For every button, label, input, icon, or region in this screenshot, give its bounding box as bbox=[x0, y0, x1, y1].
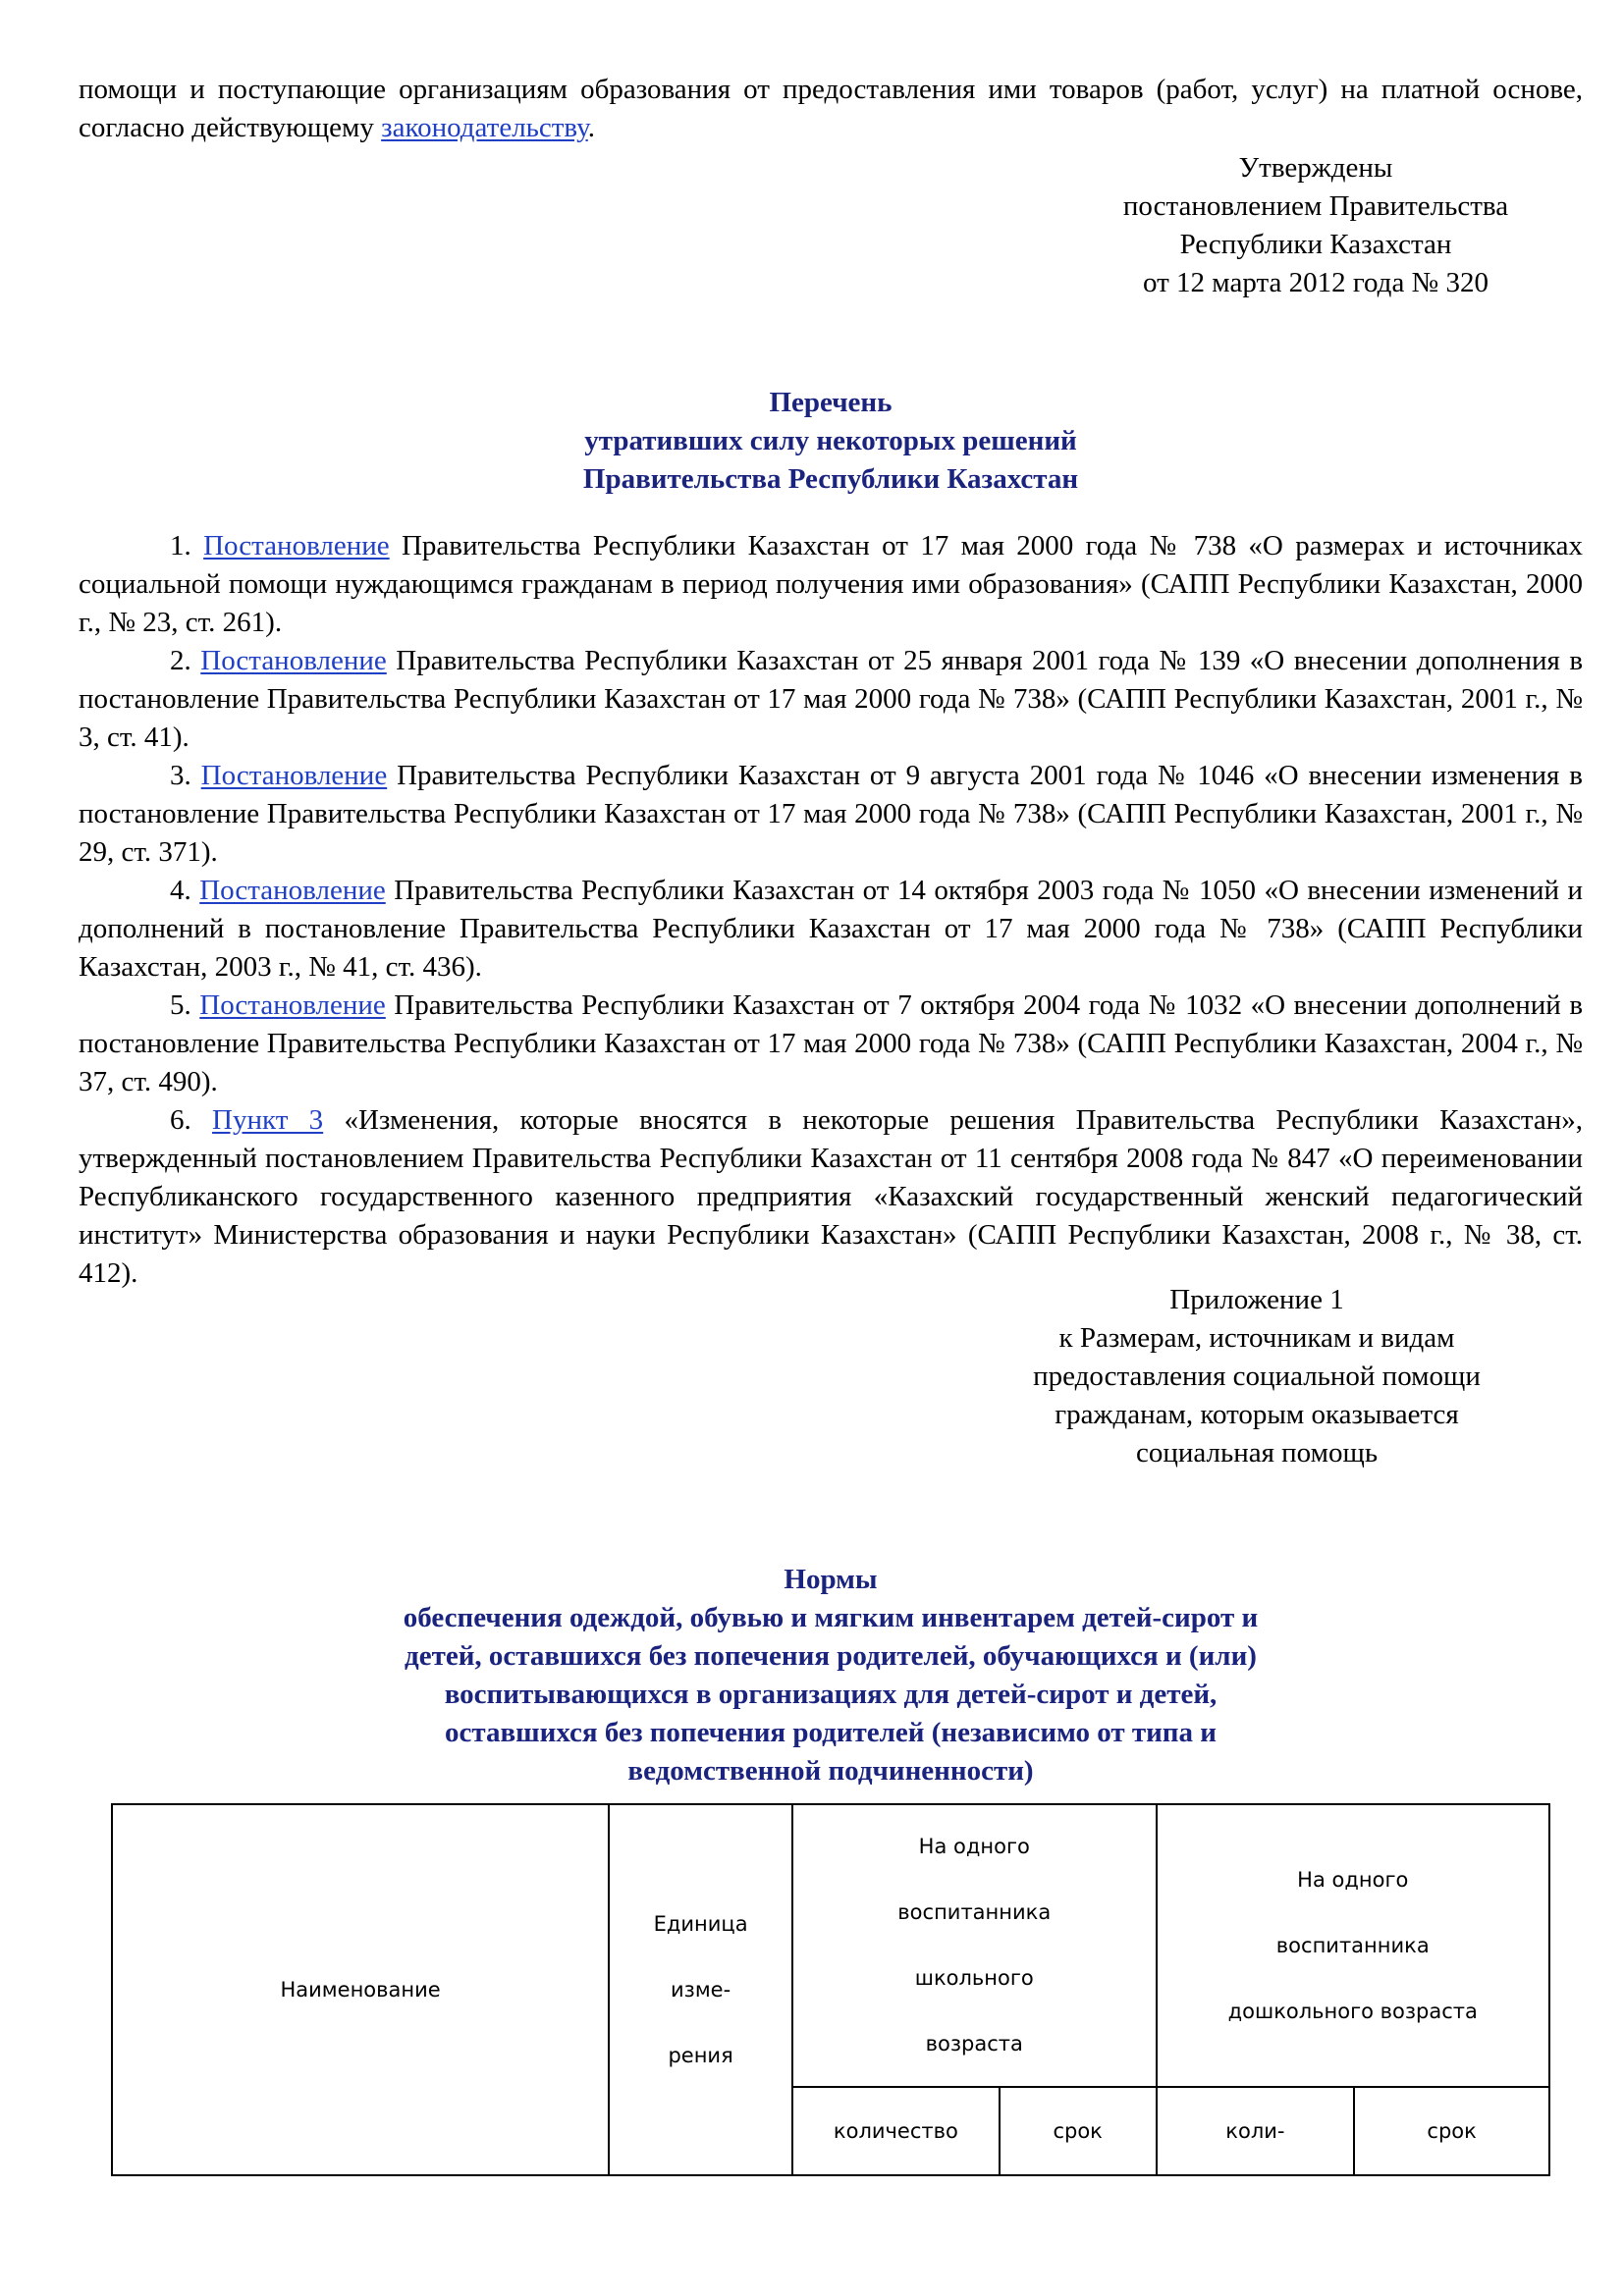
norms-title-line: обеспечения одеждой, обувью и мягким инвентарем детей-сирот и bbox=[403, 1602, 1259, 1633]
intro-text: помощи и поступающие организациям образования от предоставления ими товаров (работ, услуг) на платной основе, согласно действующему bbox=[79, 74, 1583, 143]
item-number: 2. bbox=[170, 645, 191, 676]
list-item bbox=[79, 872, 1583, 987]
item-link[interactable]: Постановление bbox=[199, 875, 386, 906]
header-school-line: На одного bbox=[918, 1835, 1030, 1858]
appendix-line: к Размерам, источникам и видам bbox=[1058, 1322, 1455, 1354]
norms-title-line: воспитывающихся в организациях для детей-сирот и детей, bbox=[444, 1679, 1218, 1710]
norms-table bbox=[111, 1803, 1550, 2176]
header-preschool-quantity: коли- bbox=[1157, 2087, 1355, 2175]
header-unit-line: изме- bbox=[671, 1977, 731, 2002]
list-title bbox=[79, 384, 1583, 499]
appendix-line: предоставления социальной помощи bbox=[1033, 1361, 1481, 1392]
appendix-block bbox=[962, 1281, 1551, 1472]
header-unit-line: рения bbox=[668, 2043, 733, 2067]
header-school-line: воспитанника bbox=[897, 1900, 1052, 1924]
item-text: Правительства Республики Казахстан от 25 января 2001 года № 139 «О внесении дополнения в постановление Правительства Республики Казахстан от 17 мая 2000 года № 738» (САПП Республики Казахстан, 2001 г., № 3, ст. 41). bbox=[79, 645, 1584, 753]
approval-block bbox=[1060, 149, 1571, 302]
norms-title-line: оставшихся без попечения родителей (независимо от типа и bbox=[445, 1717, 1217, 1748]
item-text: «Изменения, которые вносятся в некоторые решения Правительства Республики Казахстан», утвержденный постановлением Правительства Республики Казахстан от 11 сентября 2008 года № 847 «О переименовании Республиканского государственного казенного предприятия «Казахский государственный женский педагогический институт» Министерства образования и науки Республики Казахстан» (САПП Республики Казахстан, 2008 г., № 38, ст. 412). bbox=[79, 1104, 1584, 1289]
norms-title-line: детей, оставшихся без попечения родителей, обучающихся и (или) bbox=[405, 1640, 1257, 1672]
list-title-line: Правительства Республики Казахстан bbox=[582, 463, 1079, 495]
list-title-line: Перечень bbox=[769, 387, 893, 418]
header-preschool-line: дошкольного возраста bbox=[1227, 1999, 1478, 2023]
appendix-line: гражданам, которым оказывается bbox=[1055, 1399, 1459, 1430]
item-text: Правительства Республики Казахстан от 7 октября 2004 года № 1032 «О внесении дополнений в постановление Правительства Республики Казахстан от 17 мая 2000 года № 738» (САПП Республики Казахстан, 2004 г., № 37, ст. 490). bbox=[79, 989, 1584, 1097]
item-number: 1. bbox=[170, 530, 191, 561]
header-school-term: срок bbox=[1000, 2087, 1157, 2175]
list-item bbox=[79, 642, 1583, 757]
approval-line: от 12 марта 2012 года № 320 bbox=[1143, 267, 1489, 298]
list-title-line: утративших силу некоторых решений bbox=[584, 425, 1077, 456]
item-link[interactable]: Постановление bbox=[203, 530, 390, 561]
item-link[interactable]: Пункт 3 bbox=[212, 1104, 324, 1136]
item-text: Правительства Республики Казахстан от 9 августа 2001 года № 1046 «О внесении изменения в постановление Правительства Республики Казахстан от 17 мая 2000 года № 738» (САПП Республики Казахстан, 2001 г., № 29, ст. 371). bbox=[79, 760, 1584, 868]
list-item bbox=[79, 757, 1583, 872]
item-number: 3. bbox=[170, 760, 191, 791]
appendix-line: Приложение 1 bbox=[1169, 1284, 1344, 1315]
header-preschool-line: воспитанника bbox=[1275, 1933, 1430, 1957]
item-link[interactable]: Постановление bbox=[200, 645, 387, 676]
repealed-list bbox=[79, 527, 1583, 1293]
list-item bbox=[79, 527, 1583, 642]
header-school-line: возраста bbox=[925, 2032, 1023, 2056]
item-number: 4. bbox=[170, 875, 191, 906]
appendix-line: социальная помощь bbox=[1135, 1437, 1379, 1468]
header-preschool-line: На одного bbox=[1297, 1867, 1409, 1892]
approval-line: Республики Казахстан bbox=[1179, 229, 1452, 260]
header-school bbox=[792, 1804, 1157, 2087]
header-unit-line: Единица bbox=[653, 1911, 748, 1936]
legislation-link[interactable]: законодательству bbox=[381, 112, 588, 143]
item-link[interactable]: Постановление bbox=[199, 989, 386, 1021]
item-text: Правительства Республики Казахстан от 14 октября 2003 года № 1050 «О внесении изменений и дополнений в постановление Правительства Республики Казахстан от 17 мая 2000 года № 738» (САПП Республики Казахстан, 2003 г., № 41, ст. 436). bbox=[79, 875, 1584, 983]
norms-title-line: ведомственной подчиненности) bbox=[627, 1755, 1034, 1787]
approval-line: постановлением Правительства bbox=[1122, 190, 1509, 222]
intro-text-end: . bbox=[587, 112, 595, 143]
norms-title-line: Нормы bbox=[784, 1564, 878, 1595]
header-preschool-term: срок bbox=[1354, 2087, 1549, 2175]
approval-line: Утверждены bbox=[1238, 152, 1393, 184]
header-name-label: Наименование bbox=[280, 1978, 441, 2002]
header-school-quantity: количество bbox=[792, 2087, 1000, 2175]
header-name bbox=[112, 1804, 609, 2175]
list-item bbox=[79, 1101, 1583, 1293]
item-link[interactable]: Постановление bbox=[200, 760, 388, 791]
item-number: 5. bbox=[170, 989, 191, 1021]
item-number: 6. bbox=[170, 1104, 191, 1136]
header-school-line: школьного bbox=[914, 1966, 1034, 1990]
intro-paragraph bbox=[79, 71, 1583, 147]
norms-title bbox=[79, 1561, 1583, 1790]
header-unit bbox=[609, 1804, 792, 2175]
header-preschool bbox=[1157, 1804, 1549, 2087]
list-item bbox=[79, 987, 1583, 1101]
item-text: Правительства Республики Казахстан от 17 мая 2000 года № 738 «О размерах и источниках социальной помощи нуждающимся гражданам в период получения ими образования» (САПП Республики Казахстан, 2000 г., № 23, ст. 261). bbox=[79, 530, 1584, 638]
